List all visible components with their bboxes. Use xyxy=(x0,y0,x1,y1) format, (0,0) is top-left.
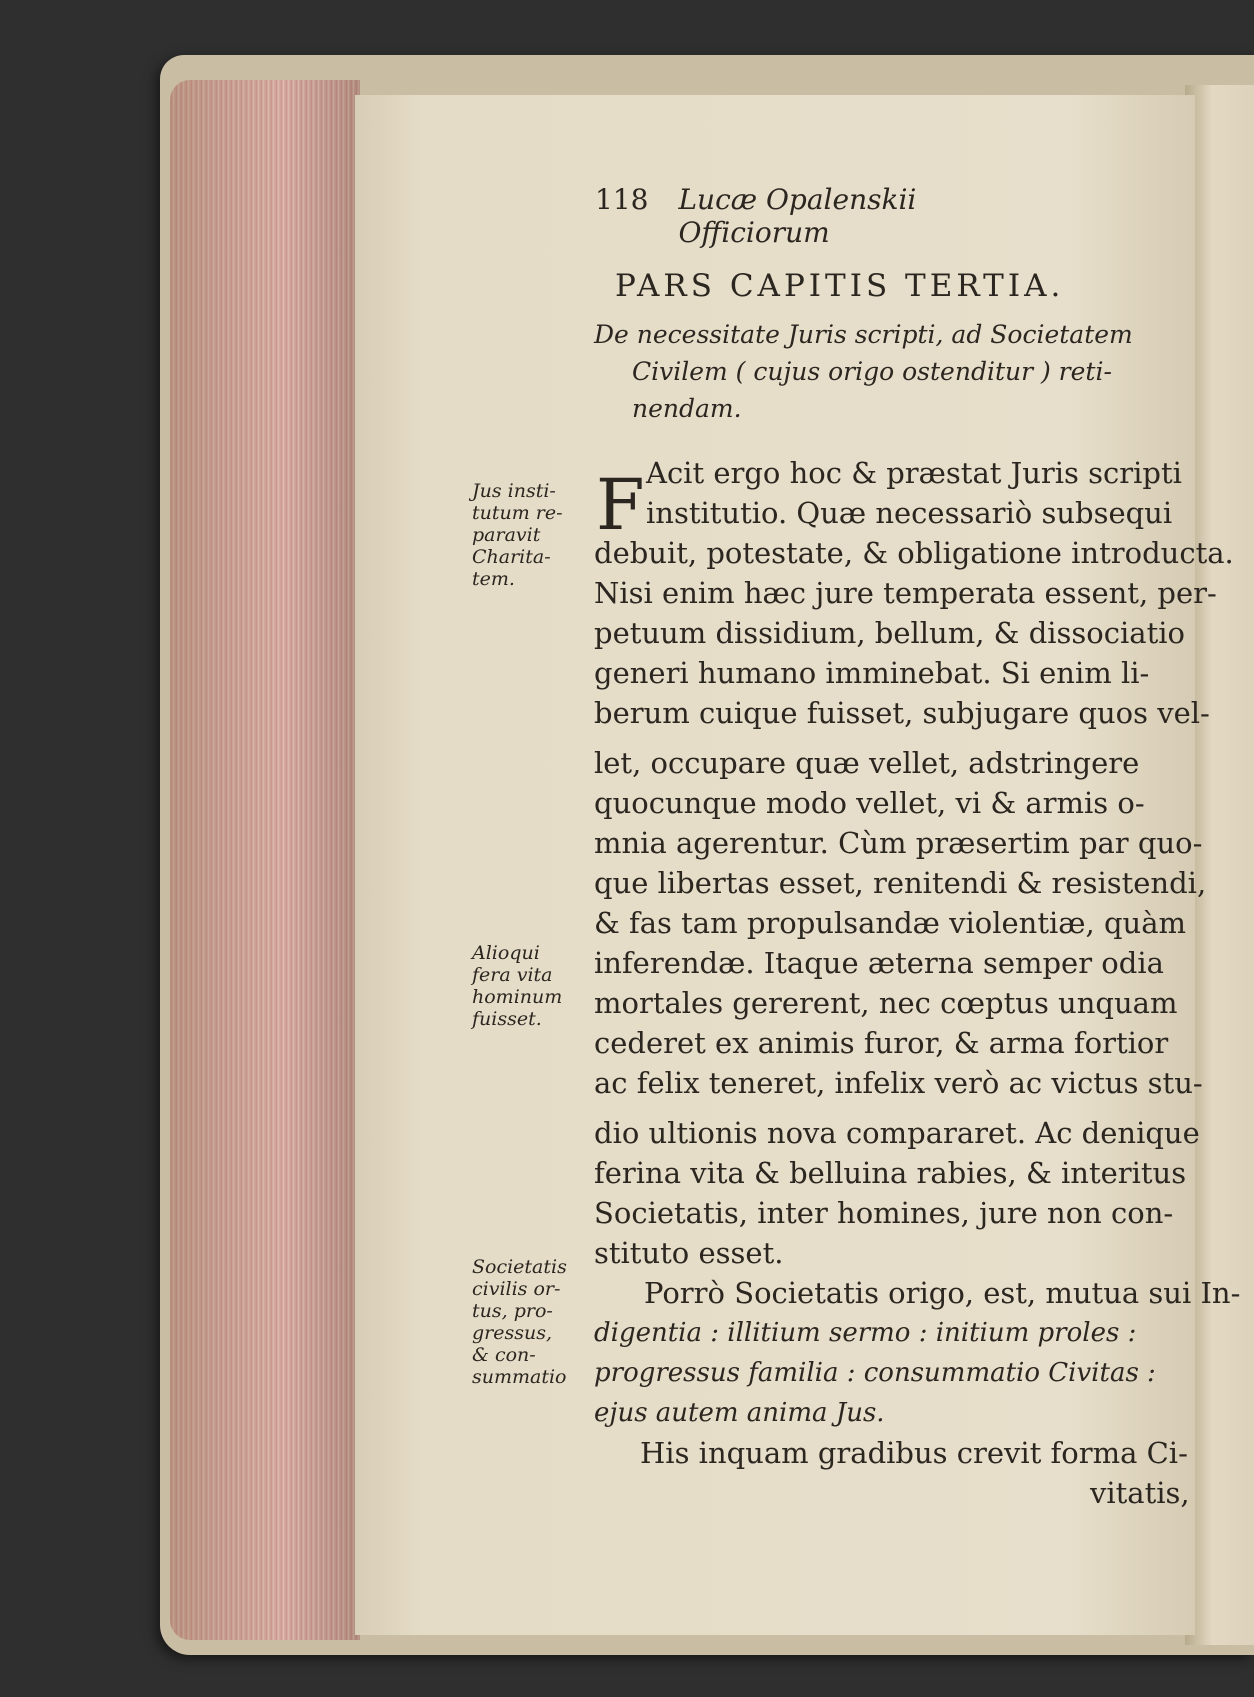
body-line: berum cuique fuisset, subjugare quos vel- xyxy=(594,696,1210,730)
body-line: let, occupare quæ vellet, adstringere xyxy=(594,746,1140,780)
marginal-note: Jus insti- tutum re- paravit Charita- tem. xyxy=(472,480,563,590)
body-line: dio ultionis nova compararet. Ac denique xyxy=(594,1116,1200,1150)
body-line: Nisi enim hæc jure temperata essent, per- xyxy=(594,576,1217,610)
body-line: His inquam gradibus crevit forma Ci- xyxy=(640,1436,1188,1470)
section-subtitle-line: nendam. xyxy=(632,394,742,423)
body-line: ferina vita & belluina rabies, & interitus xyxy=(594,1156,1187,1190)
body-line: debuit, potestate, & obligatione introducta. xyxy=(594,536,1234,570)
section-subtitle-line: Civilem ( cujus origo ostenditur ) reti- xyxy=(632,357,1112,386)
body-line: que libertas esset, renitendi & resistendi, xyxy=(594,866,1207,900)
body-line: institutio. Quæ necessariò subsequi xyxy=(646,496,1173,530)
section-subtitle-line: De necessitate Juris scripti, ad Societatem xyxy=(594,320,1133,349)
body-line: & fas tam propulsandæ violentiæ, quàm xyxy=(594,906,1186,940)
body-line: cederet ex animis furor, & arma fortior xyxy=(594,1026,1169,1060)
body-line: inferendæ. Itaque æterna semper odia xyxy=(594,946,1164,980)
body-line: ejus autem anima Jus. xyxy=(594,1398,885,1428)
marginal-note: Alioqui fera vita hominum fuisset. xyxy=(472,942,563,1030)
page-number: 118 xyxy=(595,183,649,216)
body-line: stituto esset. xyxy=(594,1236,784,1270)
body-line: progressus familia : consummatio Civitas : xyxy=(594,1358,1156,1388)
page-edges-shadow xyxy=(170,80,360,1640)
marginal-note: Societatis civilis or- tus, pro- gressus, & con- summatio xyxy=(472,1256,567,1388)
body-line: generi humano imminebat. Si enim li- xyxy=(594,656,1150,690)
body-line: mortales gererent, nec cœptus unquam xyxy=(594,986,1178,1020)
body-line: Societatis, inter homines, jure non con- xyxy=(594,1196,1174,1230)
body-line: mnia agerentur. Cùm præsertim par quo- xyxy=(594,826,1203,860)
body-line: Acit ergo hoc & præstat Juris scripti xyxy=(646,456,1182,490)
section-title: PARS CAPITIS TERTIA. xyxy=(615,268,1065,304)
drop-cap: F xyxy=(596,464,645,546)
body-line: ac felix teneret, infelix verò ac victus stu- xyxy=(594,1066,1203,1100)
running-title: Lucæ Opalenskii Officiorum xyxy=(678,183,917,249)
body-line: quocunque modo vellet, vi & armis o- xyxy=(594,786,1145,820)
body-line: petuum dissidium, bellum, & dissociatio xyxy=(594,616,1185,650)
body-line: Porrò Societatis origo, est, mutua sui In- xyxy=(644,1276,1241,1310)
body-line: digentia : illitium sermo : initium proles : xyxy=(594,1318,1137,1348)
body-line: vitatis, xyxy=(1090,1476,1190,1510)
running-head xyxy=(595,183,1055,249)
